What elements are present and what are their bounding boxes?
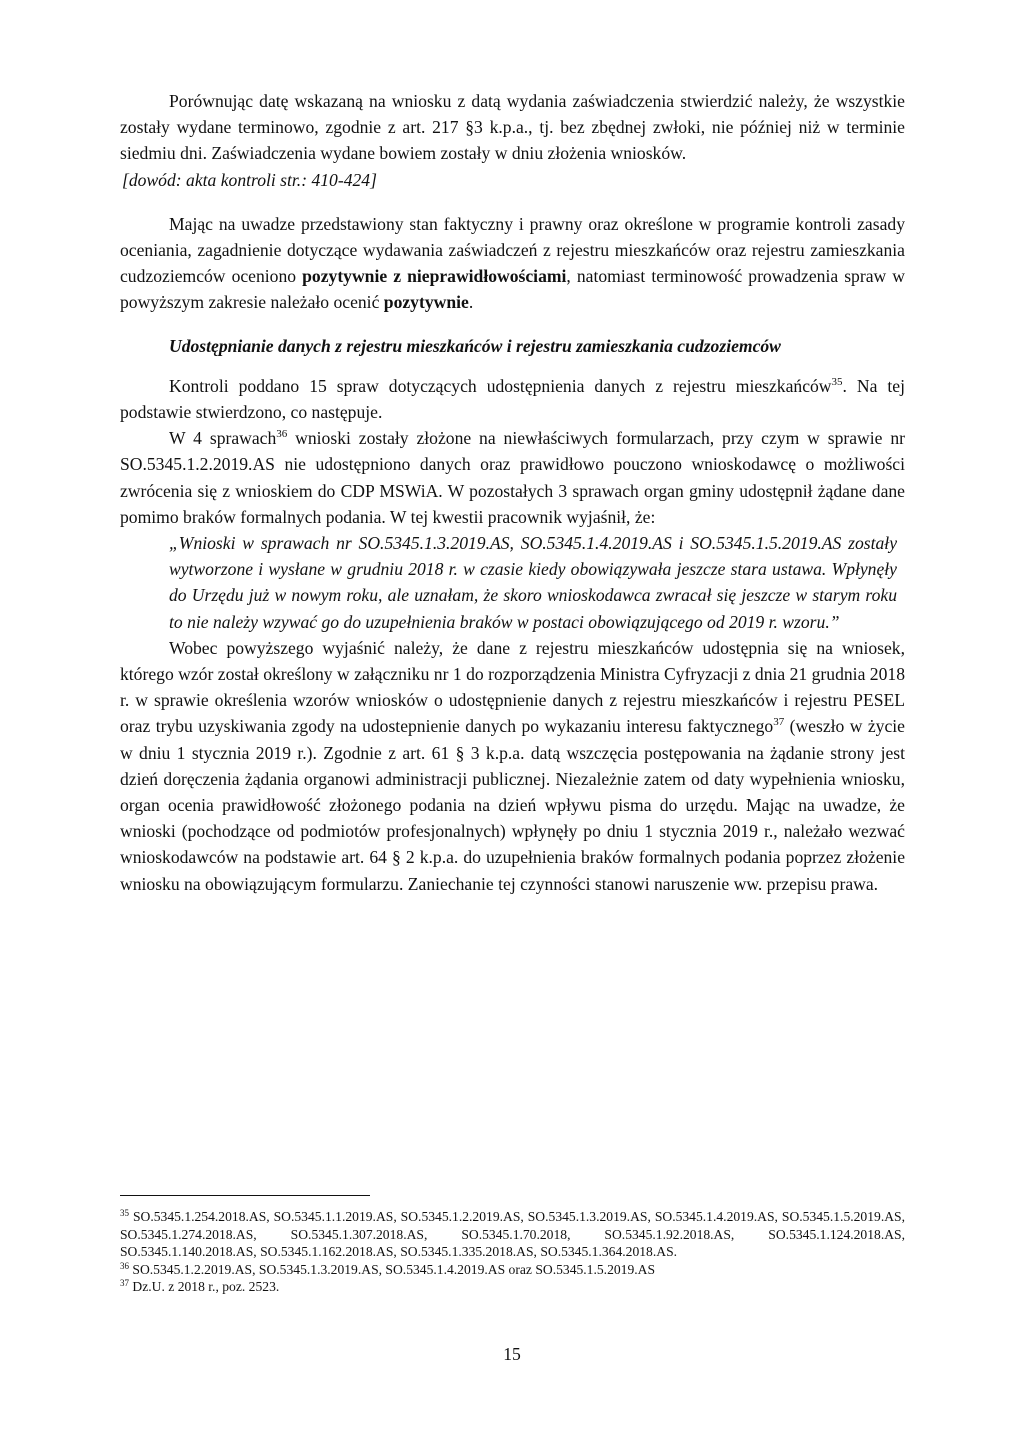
- footnote-37: [120, 1278, 905, 1296]
- footnote-separator: [120, 1195, 370, 1196]
- footnote-ref-36: 36: [276, 428, 288, 441]
- evidence-reference: [120, 167, 905, 193]
- controlled-cases-text: Kontroli poddano 15 spraw dotyczących udostępnienia danych z rejestru mieszkańców: [169, 375, 832, 396]
- paragraph-text: Porównując datę wskazaną na wniosku z datą wydania zaświadczenia stwierdzić należy, że wszystkie zostały wydane terminowo, zgodnie z art. 217 §3 k.p.a., tj. bez zbędnej zwłoki, nie później niż w terminie siedmiu dni. Zaświadczenia wydane bowiem zostały w dniu złożenia wniosków.: [120, 91, 905, 164]
- assessment-rating-bold-2: pozytywnie: [383, 292, 469, 313]
- footnote-ref-35: 35: [831, 375, 843, 388]
- paragraph-controlled-cases: [120, 373, 905, 425]
- wrong-forms-text-continued: wnioski zostały złożone na niewłaściwych formularzach, przy czym w sprawie nr SO.5345.1.2.2019.AS nie udostępniono danych oraz prawidłowo pouczono wnioskodawcę o możliwości zwrócenia się z wnioskiem do CDP MSWiA. W pozostałych 3 sprawach organ gminy udostępnił żądane dane pomimo braków formalnych podania. W tej kwestii pracownik wyjaśnił, że:: [120, 428, 905, 527]
- paragraph-certificate-timeliness: [120, 88, 905, 167]
- footnote-number: 36: [120, 1260, 129, 1271]
- legal-analysis-text: Wobec powyższego wyjaśnić należy, że dane z rejestru mieszkańców udostępnia się na wniosek, którego wzór został określony w załączniku nr 1 do rozporządzenia Ministra Cyfryzacji z dnia 21 grudnia 2018 r. w sprawie określenia wzorów wniosków o udostępnienie danych z rejestru mieszkańców i rejestru PESEL oraz trybu uzyskiwania zgody na udostepnienie danych po wykazaniu interesu faktycznego: [120, 637, 905, 737]
- footnote-ref-37: 37: [773, 716, 785, 729]
- footnote-35: [120, 1208, 905, 1261]
- assessment-rating-bold: pozytywnie z nieprawidłowościami: [302, 266, 567, 287]
- employee-explanation-quote: „Wnioski w sprawach nr SO.5345.1.3.2019.AS, SO.5345.1.4.2019.AS i SO.5345.1.5.2019.AS zostały wytworzone i wysłane w grudniu 2018 r. w czasie kiedy obowiązywała jeszcze stara ustawa. Wpłynęły do Urzędu już w nowym roku, ale uznałam, że skoro wnioskodawca zwracał się jeszcze w starym roku to nie należy wzywać go do uzupełnienia braków w postaci obowiązującego od 2019 r. wzoru.”: [169, 533, 897, 632]
- document-body: [120, 88, 905, 897]
- assessment-text: Mając na uwadze przedstawiony stan faktyczny i prawny oraz określone w programie kontroli zasady oceniania, zagadnienie dotyczące wydawania zaświadczeń z rejestru mieszkańców oraz rejestru zamieszkania cudzoziemców oceniono: [120, 213, 905, 287]
- footnote-number: 35: [120, 1208, 129, 1218]
- assessment-text-continued: , natomiast terminowość prowadzenia spraw w powyższym zakresie należało ocenić: [120, 266, 905, 313]
- legal-analysis-text-continued: (weszło w życie w dniu 1 stycznia 2019 r.). Zgodnie z art. 61 § 3 k.p.a. datą wszczęcia postępowania na żądanie strony jest dzień doręczenia żądania organowi administracji publicznej. Niezależnie zatem od daty wypełnienia wniosku, organ ocenia prawidłowość złożonego podania na dzień wpływu pisma do urzędu. Mając na uwadze, że wnioski (pochodzące od podmiotów profesjonalnych) wpłynęły po dniu 1 stycznia 2019 r., należało wezwać wnioskodawców na podstawie art. 64 § 2 k.p.a. do uzupełnienia braków formalnych podania poprzez złożenie wniosku na obowiązującym formularzu. Zaniechanie tej czynności stanowi naruszenie ww. przepisu prawa.: [120, 716, 905, 894]
- footnote-text: SO.5345.1.2.2019.AS, SO.5345.1.3.2019.AS, SO.5345.1.4.2019.AS oraz SO.5345.1.5.2019.AS: [129, 1261, 656, 1277]
- controlled-cases-text-continued: . Na tej podstawie stwierdzono, co następuje.: [120, 375, 905, 423]
- paragraph-legal-analysis: [120, 635, 905, 897]
- page-number: 15: [503, 1344, 521, 1364]
- footnote-text: Dz.U. z 2018 r., poz. 2523.: [129, 1279, 280, 1294]
- assessment-period: .: [468, 292, 474, 313]
- footnotes-section: [120, 1195, 905, 1296]
- footnote-text: SO.5345.1.254.2018.AS, SO.5345.1.1.2019.AS, SO.5345.1.2.2019.AS, SO.5345.1.3.2019.AS, SO.5345.1.4.2019.AS, SO.5345.1.5.2019.AS, SO.5345.1.274.2018.AS, SO.5345.1.307.2018.AS, SO.5345.1.70.2018, SO.5345.1.92.2018.AS, SO.5345.1.124.2018.AS, SO.5345.1.140.2018.AS, SO.5345.1.162.2018.AS, SO.5345.1.335.2018.AS, SO.5345.1.364.2018.AS.: [120, 1209, 905, 1259]
- paragraph-assessment: [120, 211, 905, 316]
- wrong-forms-text: W 4 sprawach: [169, 428, 277, 449]
- evidence-text: [dowód: akta kontroli str.: 410-424]: [122, 169, 377, 190]
- footnote-number: 37: [120, 1278, 129, 1288]
- section-heading: Udostępnianie danych z rejestru mieszkańców i rejestru zamieszkania cudzoziemców: [169, 335, 781, 356]
- paragraph-wrong-forms: [120, 425, 905, 530]
- footnote-36: [120, 1261, 905, 1279]
